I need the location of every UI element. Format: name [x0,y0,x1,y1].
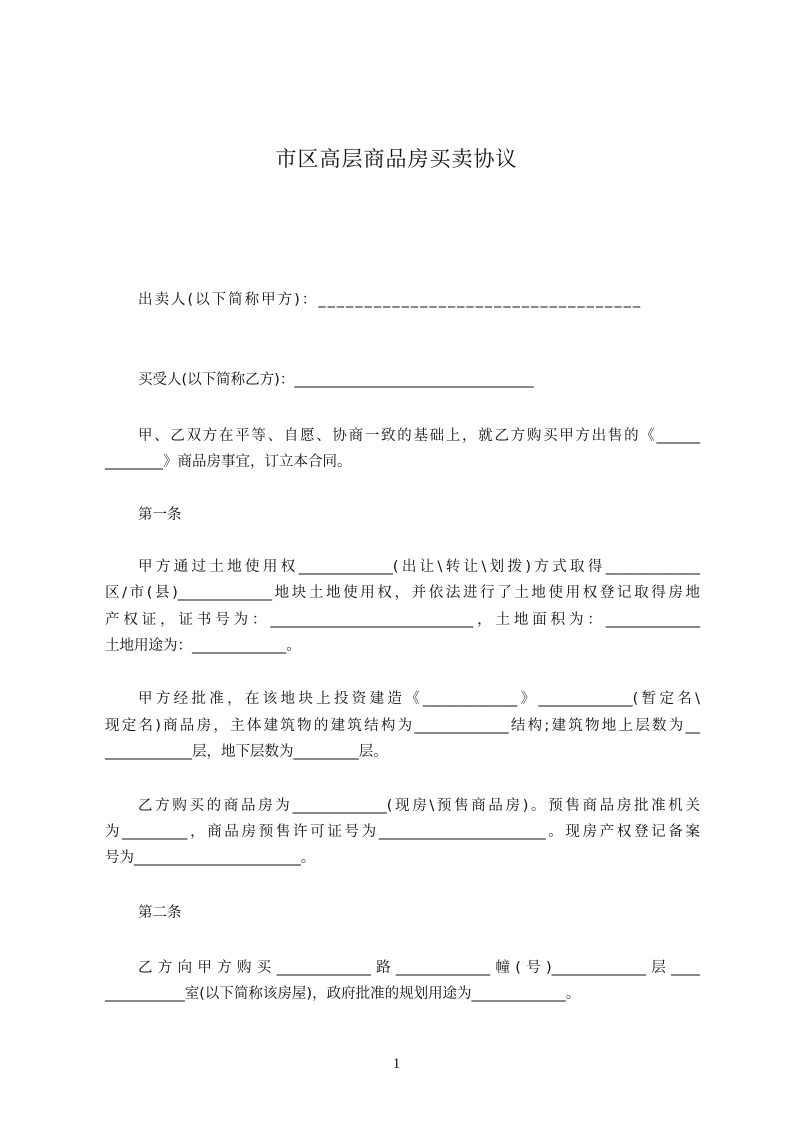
article-2-para-1-line-1: 乙方向甲方购买_____________路_____________幢(号)_____________层____ [138,960,700,976]
article-1-para-2-line-3: ____________层，地下层数为_________层。 [105,744,388,760]
article-1-para-1-line-4: 土地用途为：_____________。 [105,638,301,654]
page-number: 1 [392,1056,401,1072]
article-1-para-1-line-3: 产权证，证书号为：____________________________，土地面积为：_____________ [105,612,700,628]
article-1-para-3-line-3: 号为_______________________。 [105,850,316,866]
article-1-para-1-line-2: 区/市(县)_____________地块土地使用权，并依法进行了土地使用权登记取得房地 [105,585,700,601]
article-1-heading: 第一条 [138,507,182,523]
document-title: 市区高层商品房买卖协议 [275,147,518,171]
seller-line: 出卖人(以下简称甲方)：___________________________________ [138,292,643,308]
preamble-line-1: 甲、乙双方在平等、自愿、协商一致的基础上，就乙方购买甲方出售的《______ [138,428,700,444]
article-1-para-2-line-1: 甲方经批准，在该地块上投资建造《_____________》_____________(暂定名\ [138,691,700,707]
article-2-heading: 第二条 [138,905,182,921]
article-1-para-3-line-2: 为_________，商品房预售许可证号为_______________________。现房产权登记备案 [105,824,700,840]
article-1-para-1-line-1: 甲方通过土地使用权_____________(出让\转让\划拨)方式取得_____________ [138,559,700,575]
article-2-para-1-line-2: ___________室(以下简称该房屋)，政府批准的规划用途为_____________。 [105,986,581,1002]
buyer-line: 买受人(以下简称乙方)：_________________________________ [138,372,534,388]
preamble-line-2: ________》商品房事宜，订立本合同。 [105,454,352,470]
article-1-para-3-line-1: 乙方购买的商品房为_____________(现房\预售商品房)。预售商品房批准机关 [138,798,700,814]
article-1-para-2-line-2: 现定名)商品房，主体建筑物的建筑结构为_____________结构;建筑物地上层数为__ [105,718,700,734]
